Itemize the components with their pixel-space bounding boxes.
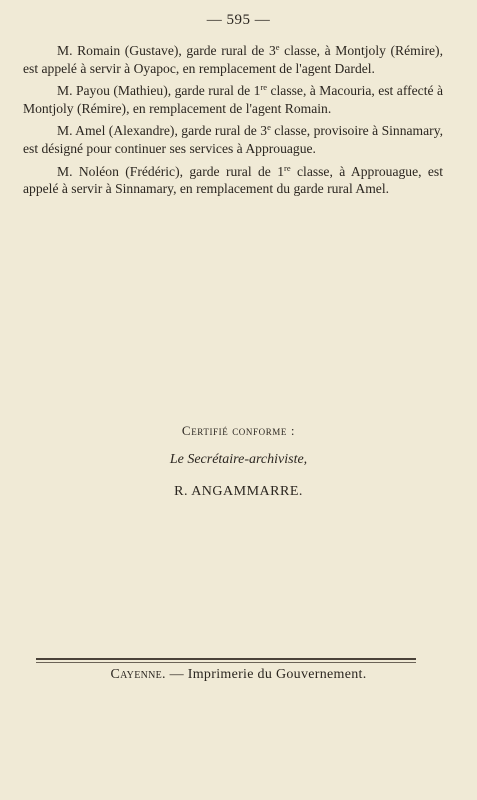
paragraph-text-end: classe, provisoire à Sinnamary, est désigné pour continuer ses services à Approuague. <box>23 123 444 156</box>
paragraph-romain <box>23 42 443 77</box>
certified-heading: Certifié conforme : <box>181 423 296 438</box>
imprint-city: Cayenne. <box>110 667 166 682</box>
ordinal-suffix: re <box>284 162 291 173</box>
footer-rule-thin <box>36 662 416 663</box>
paragraph-amel <box>23 122 443 157</box>
paragraph-text-end: classe, à Macouria, est affecté à Montjoly (Rémire), en remplacement de l'agent Romain. <box>23 83 443 116</box>
paragraph-text-end: classe, à Montjoly (Rémire), est appelé à servir à Oyapoc, en remplacement de l'agent Dardel. <box>23 43 443 76</box>
body-text <box>23 42 443 203</box>
paragraph-text-start: M. Noléon (Frédéric), garde rural de 1 <box>57 163 285 179</box>
paragraph-text-start: M. Amel (Alexandre), garde rural de 3 <box>57 123 268 139</box>
footer-rule <box>36 658 416 660</box>
page-number: — 595 — <box>206 12 271 28</box>
signature-name: R. ANGAMMARRE. <box>174 484 303 499</box>
paragraph-text-start: M. Romain (Gustave), garde rural de 3 <box>57 43 276 58</box>
ordinal-suffix: re <box>260 82 268 93</box>
paragraph-noleon <box>23 163 443 198</box>
printer-imprint <box>0 667 477 683</box>
paragraph-text-end: classe, à Approuague, est appelé à servir à Sinnamary, en remplacement du garde rural Amel. <box>23 163 443 197</box>
ordinal-suffix: e <box>267 122 271 133</box>
paragraph-payou <box>23 82 443 117</box>
imprint-printer: — Imprimerie du Gouvernement. <box>165 667 367 682</box>
secretary-title: Le Secrétaire-archiviste, <box>169 452 308 467</box>
ordinal-suffix: e <box>275 42 280 52</box>
paragraph-text-start: M. Payou (Mathieu), garde rural de 1 <box>57 83 261 99</box>
